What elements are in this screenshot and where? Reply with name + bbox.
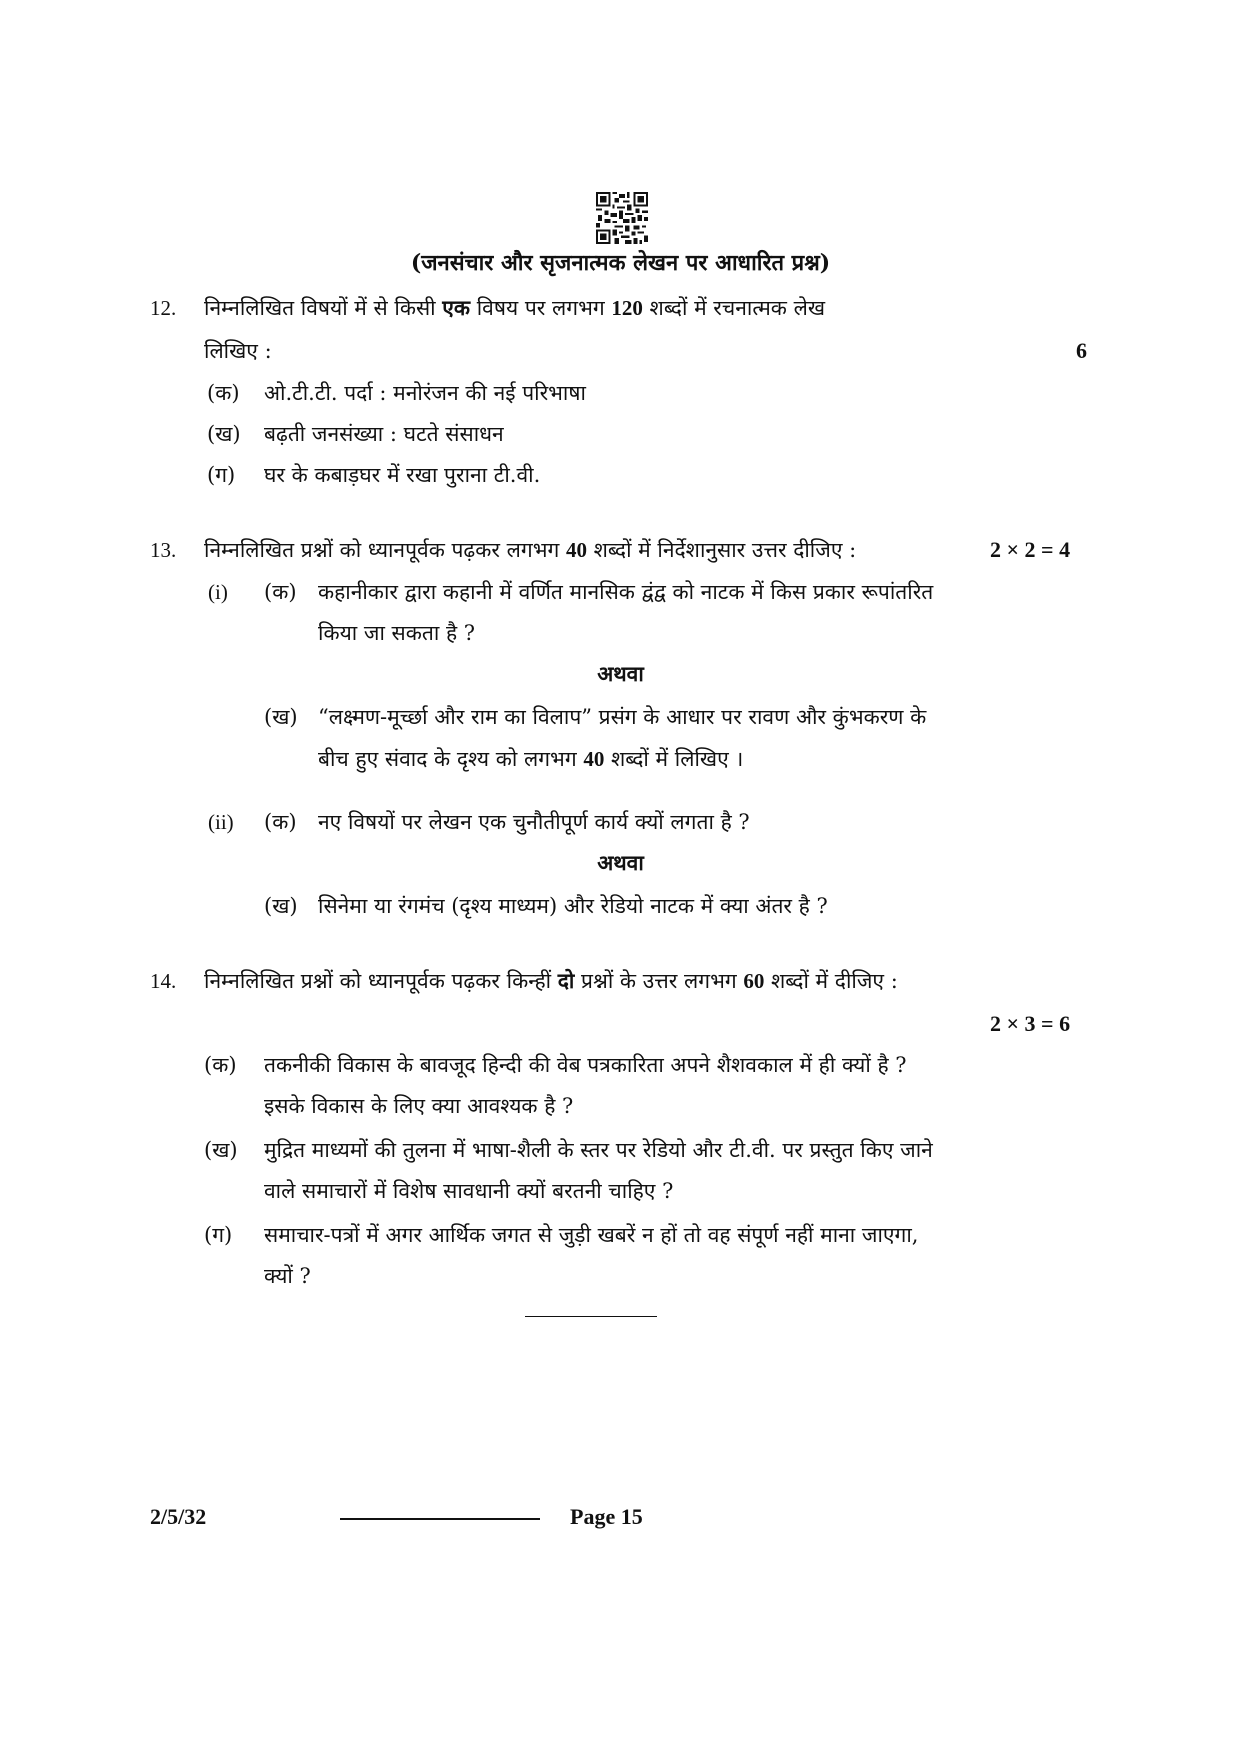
q13-part-option-text: कहानीकार द्वारा कहानी में वर्णित मानसिक द्वंद्व को नाटक में किस प्रकार रूपांतरित xyxy=(318,580,934,604)
question-14-number: 14. xyxy=(150,969,177,993)
q12-option-label: (क) xyxy=(207,381,240,405)
q13-part-option-label: (ख) xyxy=(264,705,298,729)
q13-part-option-text: किया जा सकता है ? xyxy=(318,621,476,645)
section-heading: (जनसंचार और सृजनात्मक लेखन पर आधारित प्रश्न) xyxy=(410,250,831,276)
q14-option-text: मुद्रित माध्यमों की तुलना में भाषा-शैली के स्तर पर रेडियो और टी.वी. पर प्रस्तुत किए जाने xyxy=(264,1138,933,1162)
question-12-stem-line1: निम्नलिखित विषयों में से किसी एक विषय पर लगभग 120 शब्दों में रचनात्मक लेख xyxy=(204,295,826,320)
q13-part-option-label: (क) xyxy=(264,580,297,604)
question-14-marks: 2 × 3 = 6 xyxy=(990,1011,1071,1036)
q12-option-text: बढ़ती जनसंख्या : घटते संसाधन xyxy=(264,422,504,446)
q14-option-text: समाचार-पत्रों में अगर आर्थिक जगत से जुड़ी खबरें न हों तो वह संपूर्ण नहीं माना जाएगा, xyxy=(264,1223,919,1247)
q13-part-option-text: बीच हुए संवाद के दृश्य को लगभग 40 शब्दों में लिखिए । xyxy=(318,747,744,771)
question-13-stem: निम्नलिखित प्रश्नों को ध्यानपूर्वक पढ़कर लगभग 40 शब्दों में निर्देशानुसार उत्तर दीजिए : xyxy=(204,538,857,562)
end-rule xyxy=(525,1316,657,1317)
q13-part-option-label: (ख) xyxy=(264,894,298,918)
q12-option-text: ओ.टी.टी. पर्दा : मनोरंजन की नई परिभाषा xyxy=(264,381,586,405)
question-13-marks: 2 × 2 = 4 xyxy=(990,537,1071,562)
page-number: Page 15 xyxy=(570,1504,643,1529)
q12-option-text: घर के कबाड़घर में रखा पुराना टी.वी. xyxy=(264,463,541,487)
q13-part-roman: (i) xyxy=(208,580,228,604)
q14-option-text: इसके विकास के लिए क्या आवश्यक है ? xyxy=(264,1094,574,1118)
q13-part-option-text: नए विषयों पर लेखन एक चुनौतीपूर्ण कार्य क्यों लगता है ? xyxy=(318,810,750,834)
q13-part-option-text: सिनेमा या रंगमंच (दृश्य माध्यम) और रेडियो नाटक में क्या अंतर है ? xyxy=(318,894,828,918)
q14-option-text: तकनीकी विकास के बावजूद हिन्दी की वेब पत्रकारिता अपने शैशवकाल में ही क्यों है ? xyxy=(264,1053,907,1077)
or-separator: अथवा xyxy=(597,850,644,875)
qr-code-icon xyxy=(596,192,648,244)
question-12-marks: 6 xyxy=(1076,338,1087,363)
q12-option-label: (ग) xyxy=(207,463,236,487)
q14-option-label: (क) xyxy=(204,1053,237,1077)
q14-option-label: (ख) xyxy=(204,1138,238,1162)
q13-part-option-text: “लक्ष्मण-मूर्च्छा और राम का विलाप” प्रसंग के आधार पर रावण और कुंभकरण के xyxy=(318,705,927,729)
q12-option-label: (ख) xyxy=(207,422,241,446)
paper-code: 2/5/32 xyxy=(150,1504,207,1529)
footer-rule xyxy=(340,1518,540,1520)
q13-part-option-label: (क) xyxy=(264,810,297,834)
q14-option-text: वाले समाचारों में विशेष सावधानी क्यों बरतनी चाहिए ? xyxy=(264,1179,674,1203)
question-12-stem-line2: लिखिए : xyxy=(204,339,272,363)
or-separator: अथवा xyxy=(597,661,644,686)
q14-option-label: (ग) xyxy=(204,1223,233,1247)
question-14-stem: निम्नलिखित प्रश्नों को ध्यानपूर्वक पढ़कर किन्हीं दो प्रश्नों के उत्तर लगभग 60 शब्दों में दीजिए : xyxy=(204,968,898,993)
question-13-number: 13. xyxy=(150,538,177,562)
q14-option-text: क्यों ? xyxy=(264,1264,311,1288)
question-12-number: 12. xyxy=(150,296,177,320)
q13-part-roman: (ii) xyxy=(208,810,234,834)
